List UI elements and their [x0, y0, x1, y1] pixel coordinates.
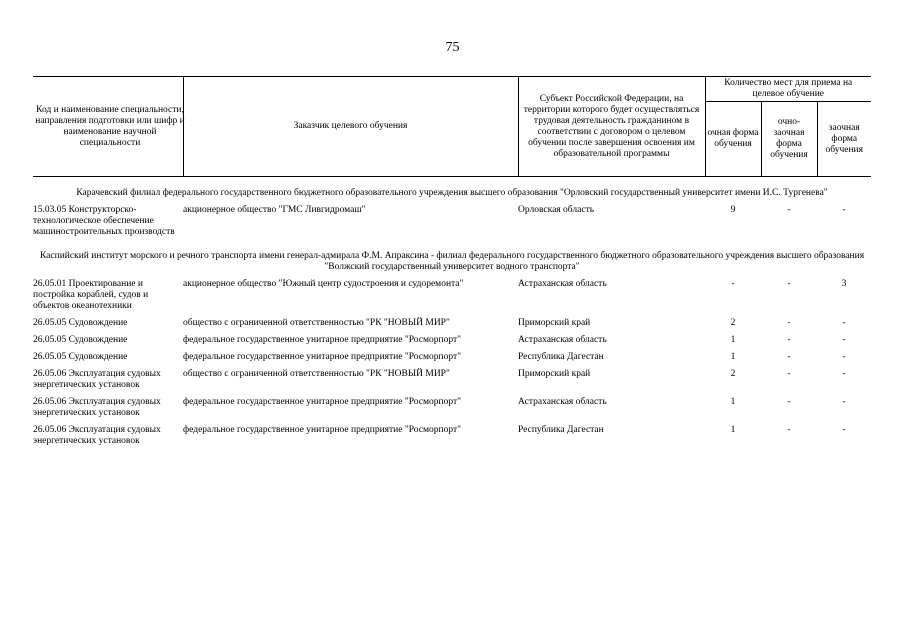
cell-full-time: 1 — [730, 352, 736, 362]
header-quantity: Количество мест для приема на целевое обучение — [705, 77, 871, 102]
section-title-text: Карачевский филиал федерального государственного бюджетного образовательного учреждения высшего образования "Орловский государственный университет имени И.С. Тургенева" — [76, 188, 828, 198]
cell-subject: Астраханская область — [518, 279, 607, 289]
table-row — [33, 318, 871, 335]
table-row — [33, 397, 871, 425]
cell-subject: Астраханская область — [518, 335, 607, 345]
cell-subject: Республика Дагестан — [518, 352, 604, 362]
cell-customer: федеральное государственное унитарное предприятие "Росморпорт" — [183, 352, 461, 362]
cell-customer: общество с ограниченной ответственностью "РК "НОВЫЙ МИР" — [183, 318, 450, 328]
cell-code: 26.05.05 Судовождение — [33, 318, 128, 328]
table-header-row — [33, 77, 871, 102]
table-row — [33, 425, 871, 453]
cell-subject: Орловская область — [518, 205, 595, 215]
cell-code: 26.05.05 Судовождение — [33, 352, 128, 362]
cell-full-time: 2 — [730, 369, 736, 379]
cell-code: 26.05.01 Проектирование и постройка кораблей, судов и объектов океанотехники — [33, 279, 149, 311]
cell-part-time: - — [787, 205, 791, 215]
cell-subject: Приморский край — [518, 318, 591, 328]
cell-extramural: - — [842, 352, 846, 362]
header-subject: Субъект Российской Федерации, на территории которого будет осуществляться трудовая деятельность гражданином в соответствии с договором о целевом обучении после завершения освоения им образовательной программы — [518, 77, 705, 177]
section-title-text: Каспийский институт морского и речного транспорта имени генерал-адмирала Ф.М. Апраксина - филиал федерального государственного бюджетного образовательного учреждения высшего образования "Волжский государственный университет водного транспорта" — [39, 251, 865, 272]
header-extramural: заочная форма обучения — [817, 102, 871, 177]
cell-code: 15.03.05 Конструкторско-технологическое обеспечение машиностроительных производств — [33, 205, 175, 237]
cell-code: 26.05.06 Эксплуатация судовых энергетических установок — [33, 397, 161, 418]
header-code: Код и наименование специальности, направления подготовки или шифр и наименование научной специальности — [33, 77, 183, 177]
cell-customer: акционерное общество "ГМС Ливгидромаш" — [183, 205, 366, 215]
cell-subject: Астраханская область — [518, 397, 607, 407]
cell-extramural: - — [842, 205, 846, 215]
cell-extramural: - — [842, 318, 846, 328]
cell-part-time: - — [787, 369, 791, 379]
cell-part-time: - — [787, 318, 791, 328]
section-title — [33, 181, 871, 205]
cell-customer: федеральное государственное унитарное предприятие "Росморпорт" — [183, 397, 461, 407]
cell-extramural: - — [842, 397, 846, 407]
table-row — [33, 205, 871, 244]
page-number: 75 — [445, 40, 460, 55]
cell-full-time: 9 — [730, 205, 736, 215]
cell-customer: федеральное государственное унитарное предприятие "Росморпорт" — [183, 335, 461, 345]
cell-customer: общество с ограниченной ответственностью "РК "НОВЫЙ МИР" — [183, 369, 450, 379]
section-title — [33, 244, 871, 279]
cell-part-time: - — [787, 425, 791, 435]
cell-extramural: - — [842, 425, 846, 435]
cell-extramural: - — [842, 335, 846, 345]
cell-customer: акционерное общество "Южный центр судостроения и судоремонта" — [183, 279, 464, 289]
cell-full-time: 1 — [730, 335, 736, 345]
cell-part-time: - — [787, 397, 791, 407]
cell-subject: Республика Дагестан — [518, 425, 604, 435]
cell-code: 26.05.06 Эксплуатация судовых энергетических установок — [33, 369, 161, 390]
table-row — [33, 369, 871, 397]
cell-customer: федеральное государственное унитарное предприятие "Росморпорт" — [183, 425, 461, 435]
cell-full-time: - — [731, 279, 735, 289]
cell-code: 26.05.05 Судовождение — [33, 335, 128, 345]
header-customer: Заказчик целевого обучения — [183, 77, 518, 177]
cell-full-time: 2 — [730, 318, 736, 328]
header-part-time: очно-заочная форма обучения — [761, 102, 817, 177]
cell-part-time: - — [787, 279, 791, 289]
cell-extramural: - — [842, 369, 846, 379]
header-full-time: очная форма обучения — [705, 102, 761, 177]
cell-code: 26.05.06 Эксплуатация судовых энергетических установок — [33, 425, 161, 446]
table-row — [33, 352, 871, 369]
cell-full-time: 1 — [730, 397, 736, 407]
table-row — [33, 335, 871, 352]
table-row — [33, 279, 871, 318]
cell-full-time: 1 — [730, 425, 736, 435]
cell-subject: Приморский край — [518, 369, 591, 379]
cell-part-time: - — [787, 352, 791, 362]
target-admission-table — [33, 76, 871, 453]
cell-extramural: 3 — [841, 279, 847, 289]
cell-part-time: - — [787, 335, 791, 345]
